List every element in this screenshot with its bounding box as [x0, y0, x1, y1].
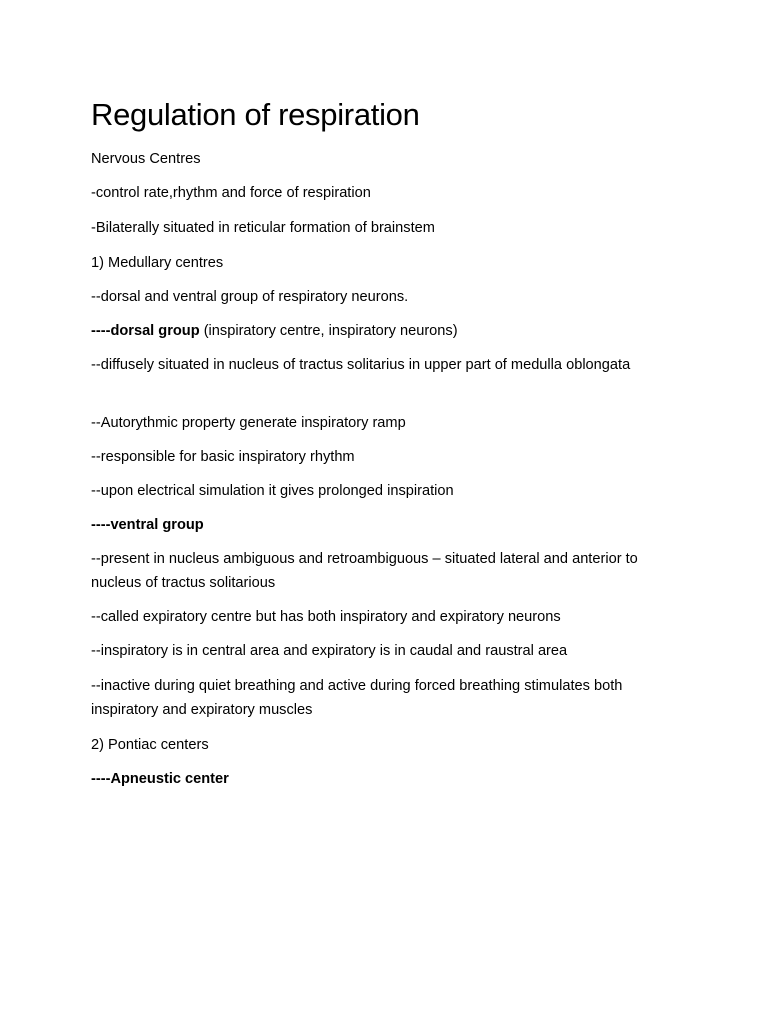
nervous-centres-heading: Nervous Centres	[91, 151, 201, 167]
dorsal-group-note: (inspiratory centre, inspiratory neurons)	[199, 323, 458, 339]
dorsal-point-3: --responsible for basic inspiratory rhythm	[91, 449, 355, 465]
dorsal-point-1: --diffusely situated in nucleus of tractus solitarius in upper part of medulla oblongata	[91, 357, 631, 373]
medullary-heading: 1) Medullary centres	[91, 255, 224, 271]
ventral-point-2: --called expiratory centre but has both inspiratory and expiratory neurons	[91, 609, 561, 625]
apneustic-center-label: ----Apneustic center	[91, 771, 229, 787]
intro-line-2: -Bilaterally situated in reticular formation of brainstem	[91, 220, 435, 236]
ventral-point-3: --inspiratory is in central area and expiratory is in caudal and raustral area	[91, 643, 568, 659]
medullary-summary: --dorsal and ventral group of respiratory neurons.	[91, 289, 409, 305]
document-title: Regulation of respiration	[91, 97, 420, 132]
intro-line-1: -control rate,rhythm and force of respiration	[91, 185, 371, 201]
dorsal-point-2: --Autorythmic property generate inspiratory ramp	[91, 415, 406, 431]
ventral-point-4: --inactive during quiet breathing and active during forced breathing stimulates both inspiratory and expiratory muscles	[91, 678, 623, 718]
dorsal-group-line	[91, 319, 671, 343]
ventral-point-1: --present in nucleus ambiguous and retroambiguous – situated lateral and anterior to nucleus of tractus solitarious	[91, 551, 638, 591]
pontine-heading: 2) Pontiac centers	[91, 737, 209, 753]
dorsal-group-label: ----dorsal group	[91, 323, 200, 339]
ventral-group-label: ----ventral group	[91, 517, 204, 533]
dorsal-point-4: --upon electrical simulation it gives prolonged inspiration	[91, 483, 454, 499]
